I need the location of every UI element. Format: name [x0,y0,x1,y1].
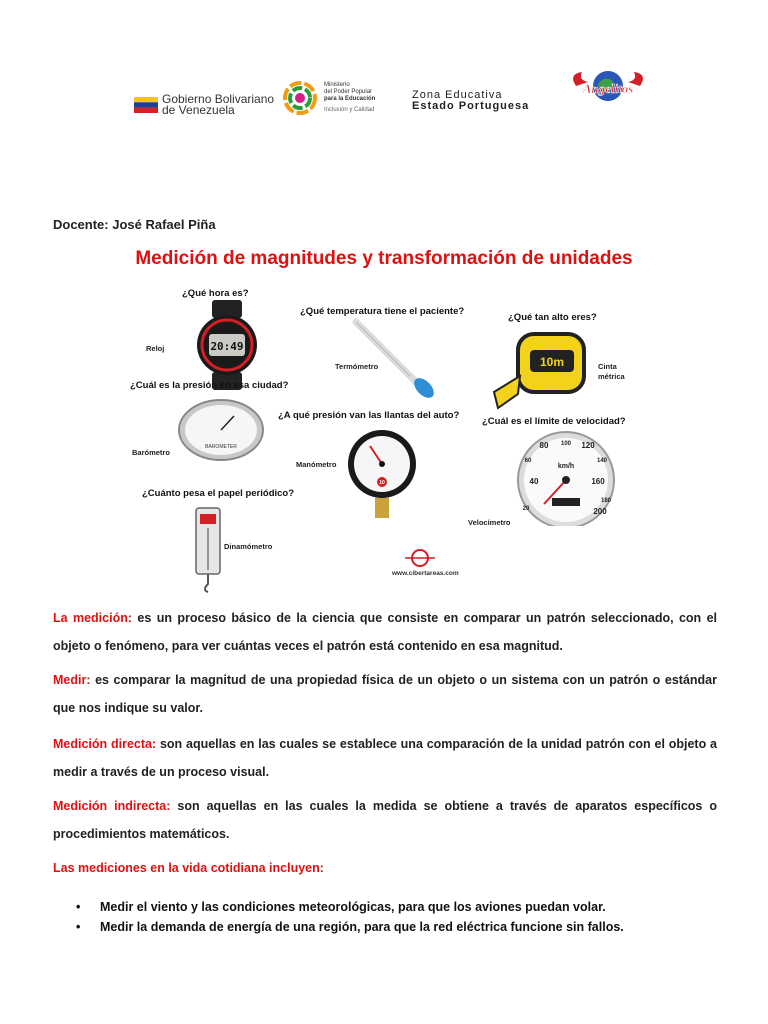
bullet-item [76,920,624,934]
definition-indirecta [53,792,717,848]
speed-tick-160: 160 [591,477,605,486]
label-dinamometro: Dinamómetro [224,542,273,551]
angelitos-logo [568,66,648,113]
definition-directa [53,730,717,786]
tape-measure-icon [490,328,600,418]
speedometer-icon [498,430,634,526]
label-manometro: Manómetro [296,460,337,469]
instruments-illustration [130,282,650,592]
definition-medir [53,666,717,722]
ministerio-line4: Inclusión y Calidad [324,107,375,113]
text-directa: son aquellas en las cuales se establece una comparación de la unidad patrón con el objeto a medir a través de un proceso visual. [53,737,717,779]
tape-label: 10m [539,355,565,369]
bullet-text: Medir el viento y las condiciones meteorológicas, para que los aviones puedan volar. [100,900,606,914]
ministerio-line1: Ministerio [324,82,350,88]
question-velocidad: ¿Cuál es el límite de velocidad? [482,416,626,427]
watermark: www.cibertareas.com [392,570,459,577]
speed-tick-140: 140 [596,458,608,464]
term-directa: Medición directa: [53,737,157,751]
text-medicion: es un proceso básico de la ciencia que consiste en comparar un patrón seleccionado, con el objeto o fenómeno, para ver cuántas veces el patrón está contenido en esa magnitud. [53,611,718,653]
docente-line: Docente: José Rafael Piña [53,217,216,232]
watch-time: 20:49 [210,340,244,353]
term-medicion: La medición: [53,611,133,625]
bullet-text: Medir la demanda de energía de una región, para que la red eléctrica funcione sin fallos. [100,920,624,934]
label-cinta-line2: métrica [598,372,625,381]
watch-icon [192,300,262,390]
cibertareas-logo-icon [405,548,435,568]
gobierno-line1: Gobierno Bolivariano [162,92,275,106]
venezuela-flag-icon [134,97,158,113]
question-papel: ¿Cuánto pesa el papel periódico? [142,488,295,499]
term-indirecta: Medición indirecta: [53,799,171,813]
label-velocimetro: Velocímetro [468,518,511,527]
logo-bar [130,66,650,136]
manometer-icon [342,426,426,522]
thermometer-icon [350,318,440,398]
spring-scale-icon [188,502,228,594]
speed-tick-60: 60 [524,458,532,464]
bullet-item [76,900,606,914]
gobierno-line2: de Venezuela [162,103,235,117]
text-medir: es comparar la magnitud de una propiedad física de un objeto o un sistema con un patrón o estándar que nos indique su valor. [53,673,717,715]
question-temperatura: ¿Qué temperatura tiene el paciente? [300,306,465,317]
manometer-value: 10 [379,480,385,486]
term-medir: Medir: [53,673,91,687]
question-hora: ¿Qué hora es? [182,288,249,299]
speed-tick-100: 100 [560,441,572,447]
label-barometro: Barómetro [132,448,170,457]
definition-medicion [53,604,717,660]
speed-tick-180: 180 [600,498,612,504]
speed-unit: km/h [557,463,575,470]
barometer-text: BAROMETER [205,444,237,450]
label-cinta [598,362,625,382]
zona-line2: Estado Portuguesa [412,100,530,112]
speed-tick-200: 200 [593,507,607,516]
list-heading: Las mediciones en la vida cotidiana incluyen: [53,861,324,875]
question-alto: ¿Qué tan alto eres? [508,312,597,323]
question-presion-ciudad: ¿Cuál es la presión en esa ciudad? [130,380,289,391]
gobierno-logo [134,94,274,116]
speed-tick-20: 20 [522,506,530,512]
zona-educativa-logo [412,90,529,112]
ministerio-logo [280,80,384,116]
barometer-icon [176,398,266,462]
text-indirecta: son aquellas en las cuales la medida se obtiene a través de aparatos específicos o procedimientos matemáticos. [53,799,718,841]
speed-tick-120: 120 [581,441,595,450]
zona-line1: Zona Educativa [412,89,503,101]
label-termometro: Termómetro [335,362,379,371]
angelitos-text: Angelitos [582,81,634,96]
speed-tick-80: 80 [539,441,549,450]
speed-tick-40: 40 [529,477,539,486]
ministerio-line2: del Poder Popular [324,89,373,95]
label-cinta-line1: Cinta [598,362,617,371]
page-title: Medición de magnitudes y transformación de unidades [135,248,633,269]
question-llantas: ¿A qué presión van las llantas del auto? [278,410,460,421]
label-reloj: Reloj [146,344,165,353]
ministerio-line3: para la Educación [324,96,376,102]
ministerio-emblem-icon [280,80,320,116]
